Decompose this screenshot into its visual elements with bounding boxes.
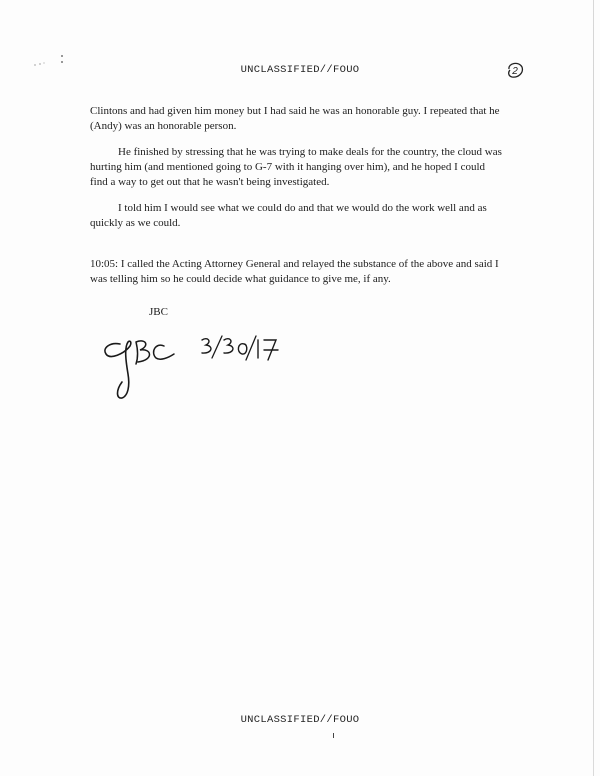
paragraph-3: I told him I would see what we could do and that we would do the work well and as quickly as we could.: [90, 202, 487, 229]
handwritten-signature: [98, 328, 283, 400]
memo-body: [90, 104, 502, 298]
classification-header: UNCLASSIFIED//FOUO: [240, 64, 360, 76]
paragraph-1: Clintons and had given him money but I had said he was an honorable guy. I repeated that he (Andy) was an honorable person.: [90, 105, 500, 132]
page-number: 2: [512, 66, 518, 77]
typed-initials: JBC: [149, 306, 168, 318]
paragraph-2: He finished by stressing that he was trying to make deals for the country, the cloud was hurting him (and mentioned going to G-7 with it hanging over him), and he hoped I could find a way to get out that he wasn't being investigated.: [90, 146, 502, 188]
paragraph-4: 10:05: I called the Acting Attorney General and relayed the substance of the above and said I was telling him so he could decide what guidance to give me, if any.: [90, 258, 499, 285]
scan-edge: [593, 0, 594, 776]
scan-mark: [333, 733, 334, 738]
classification-footer: UNCLASSIFIED//FOUO: [240, 714, 360, 726]
page-number-circle: [505, 60, 525, 80]
